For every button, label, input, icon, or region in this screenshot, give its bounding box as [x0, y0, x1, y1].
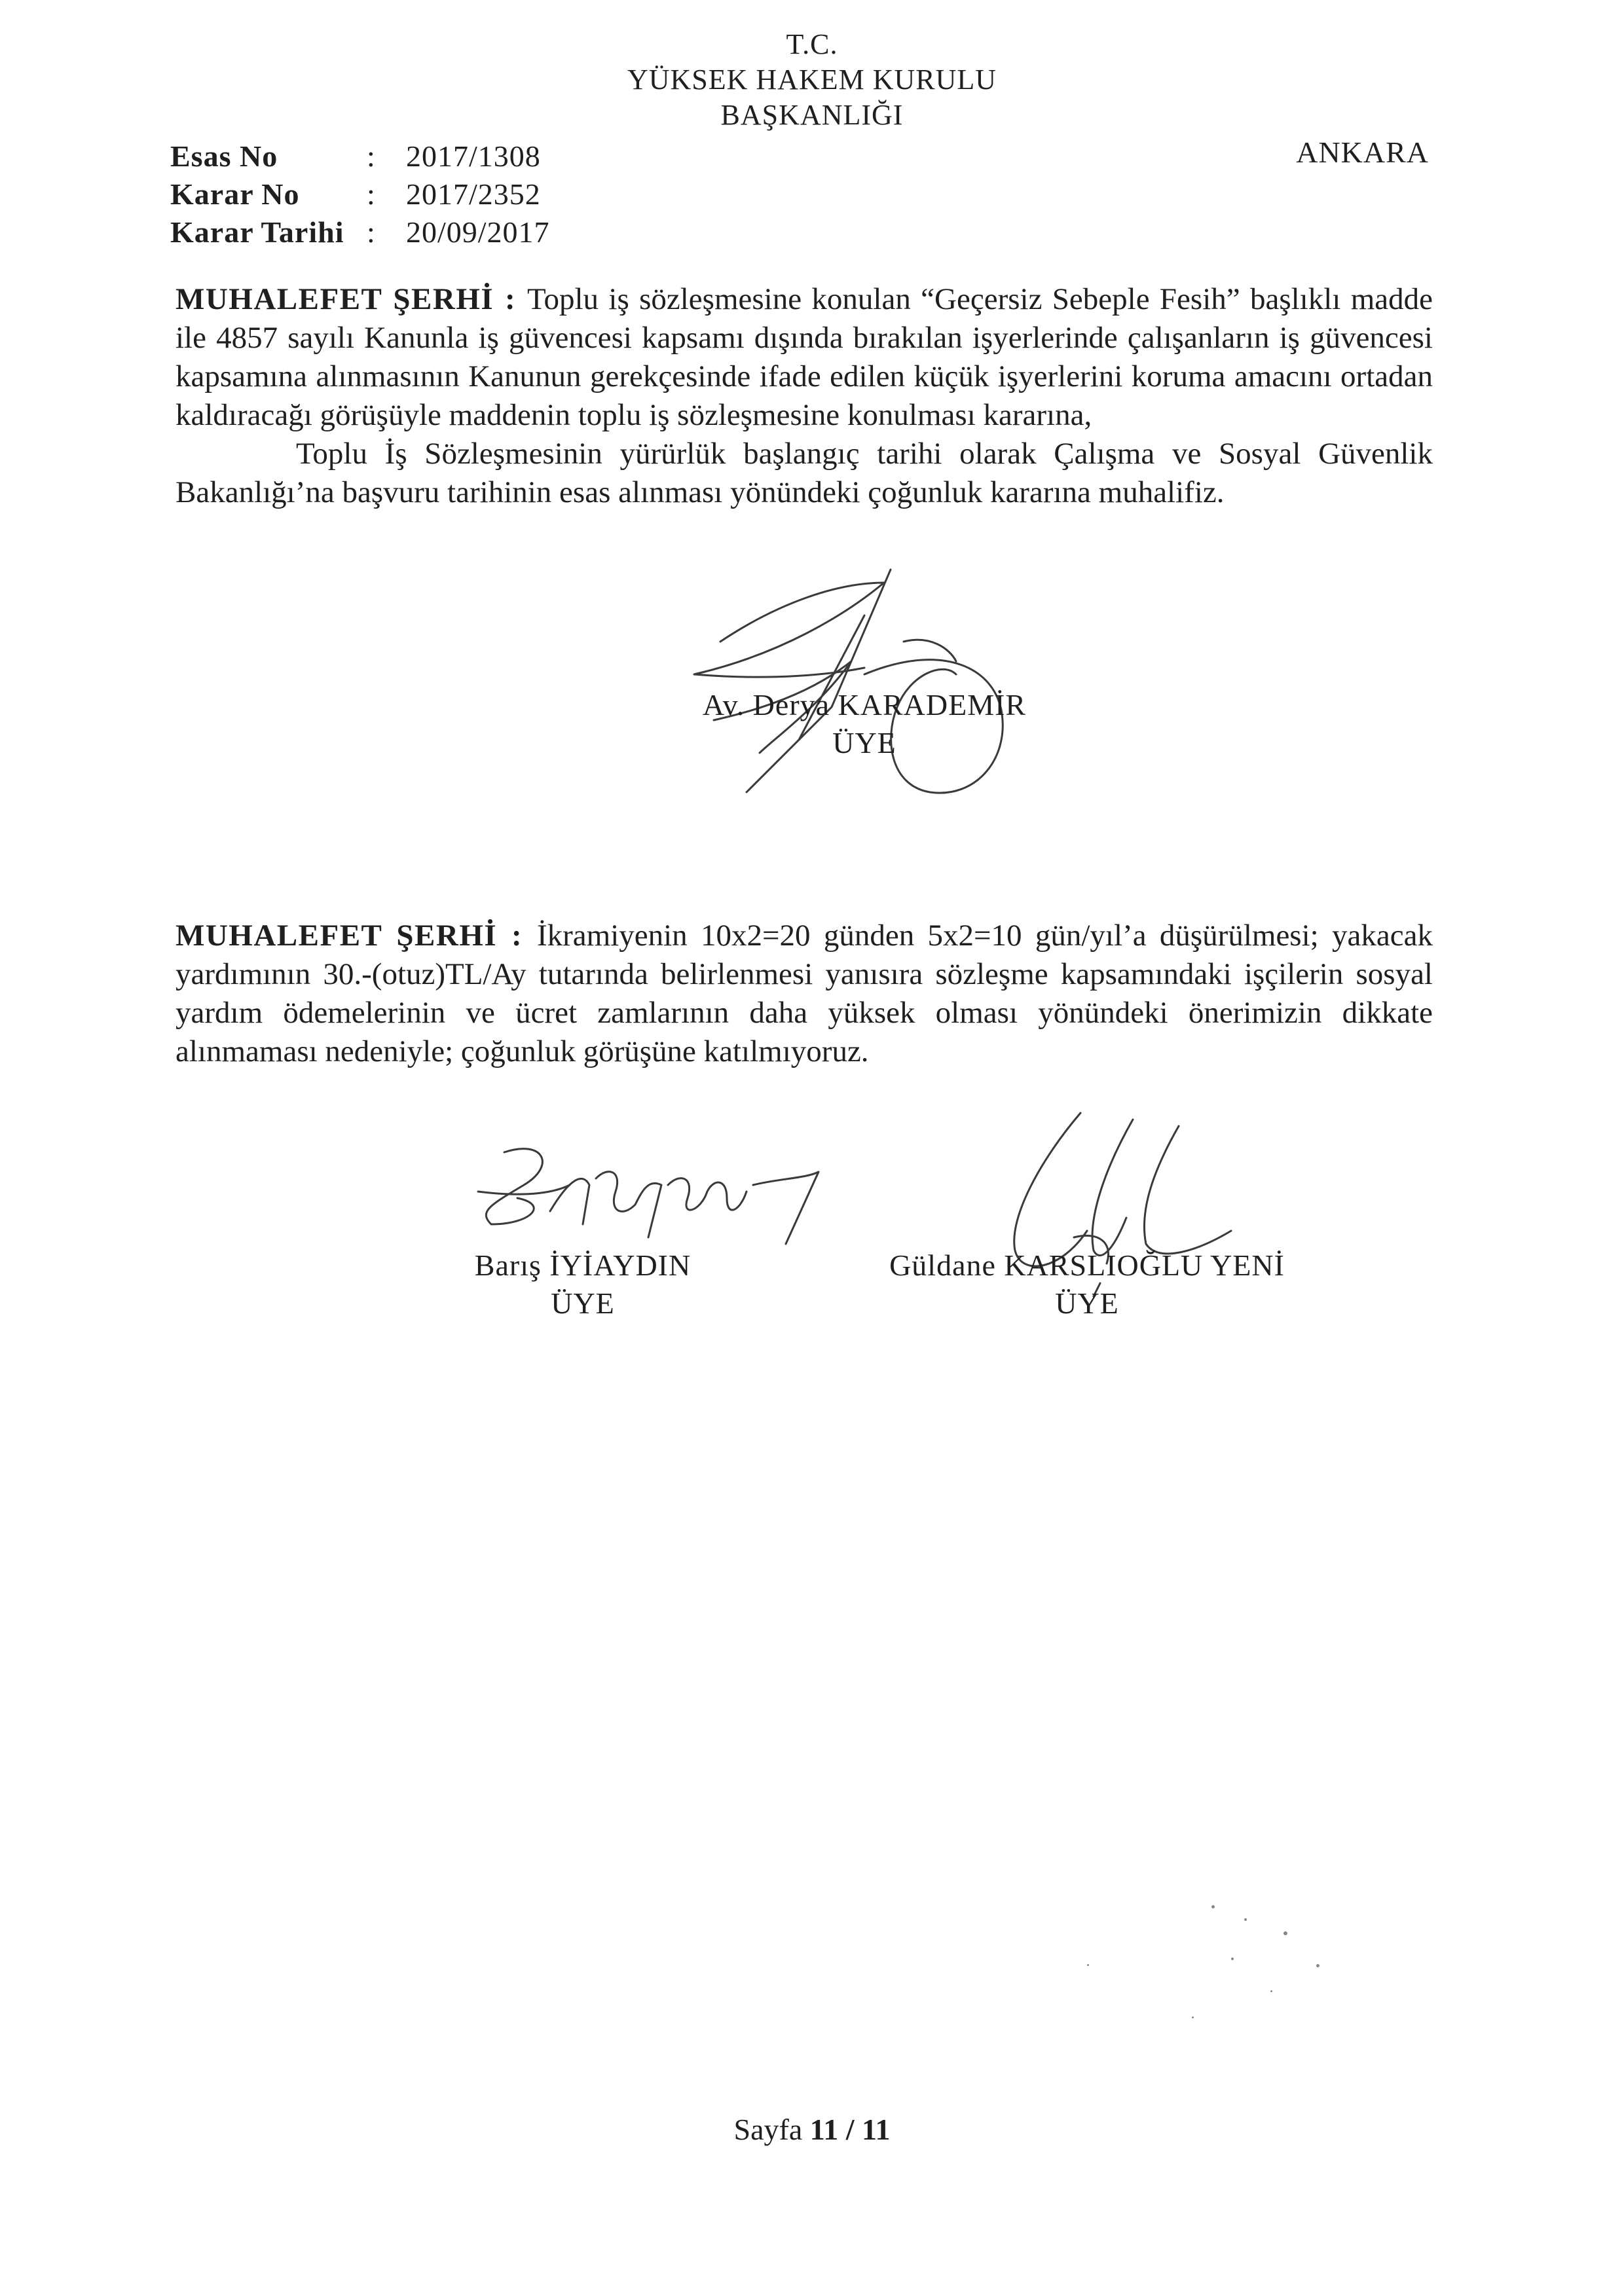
dissent-2-text: İkramiyenin 10x2=20 günden 5x2=10 gün/yıl’a düşürülmesi; yakacak yardımının 30.-(otuz)TL/Ay tutarında belirlenmesi yanısıra sözleşme kapsamındaki işçilerin sosyal yardım ödemelerinin ve ücret zamlarının daha yüksek olması yönündeki önerimizin dikkate alınmaması nedeniyle; çoğunluk görüşüne katılmıyoruz.: [175, 919, 1433, 1068]
tarih-row: [170, 213, 550, 251]
karar-row: [170, 175, 550, 213]
header-title-presidency: BAŞKANLIĞI: [720, 99, 904, 131]
city-label: ANKARA: [1296, 136, 1429, 169]
esas-value: 2017/1308: [406, 139, 541, 173]
signer-1-name: Av. Derya KARADEMİR: [702, 688, 1027, 721]
dissent-opinion-1: [175, 280, 1433, 512]
signer-3-name: Güldane KARSLIOĞLU YENİ: [889, 1248, 1285, 1282]
signer-1: [629, 686, 1100, 762]
tarih-sep: :: [367, 215, 375, 249]
page-number-value: 11 / 11: [809, 2113, 891, 2146]
tarih-label: Karar Tarihi: [170, 215, 344, 249]
karar-sep: :: [367, 177, 375, 211]
signer-2-role: ÜYE: [551, 1286, 615, 1320]
tarih-value: 20/09/2017: [406, 215, 550, 249]
dissent-opinion-2: [175, 917, 1433, 1071]
signature-1-image: [668, 543, 1035, 818]
case-meta: [170, 137, 550, 251]
esas-row: [170, 137, 550, 175]
karar-value: 2017/2352: [406, 177, 541, 211]
signer-2: [419, 1247, 747, 1322]
header-title-tc: T.C.: [786, 28, 838, 60]
signer-1-role: ÜYE: [832, 726, 896, 759]
karar-label: Karar No: [170, 177, 300, 211]
signer-2-name: Barış İYİAYDIN: [474, 1248, 692, 1282]
page-number-label: Sayfa: [733, 2113, 810, 2146]
signer-3-role: ÜYE: [1055, 1286, 1119, 1320]
dissent-1-text-1: Toplu iş sözleşmesine konulan “Geçersiz Sebeple Fesih” başlıklı madde ile 4857 sayılı Kanunla iş güvencesi kapsamı dışında bırakılan işyerlerinde çalışanların iş güvencesi kapsamına alınmasının Kanunun gerekçesinde ifade edilen küçük işyerlerini koruma amacını ortadan kaldıracağı görüşüyle maddenin toplu iş sözleşmesine konulması kararına,: [175, 282, 1433, 432]
header-title-institution: YÜKSEK HAKEM KURULU: [627, 64, 997, 96]
signature-2-image: [452, 1126, 845, 1257]
dissent-1-text-2: Toplu İş Sözleşmesinin yürürlük başlangıç tarihi olarak Çalışma ve Sosyal Güvenlik Bakanlığı’na başvuru tarihinin esas alınması yönündeki çoğunluk kararına muhalifiz.: [175, 437, 1433, 509]
page-number: [0, 2112, 1624, 2147]
esas-sep: :: [367, 139, 375, 173]
dissent-1-heading: MUHALEFET ŞERHİ :: [175, 282, 528, 316]
dissent-2-heading: MUHALEFET ŞERHİ :: [175, 919, 537, 953]
signer-3: [832, 1247, 1342, 1322]
esas-label: Esas No: [170, 139, 278, 173]
